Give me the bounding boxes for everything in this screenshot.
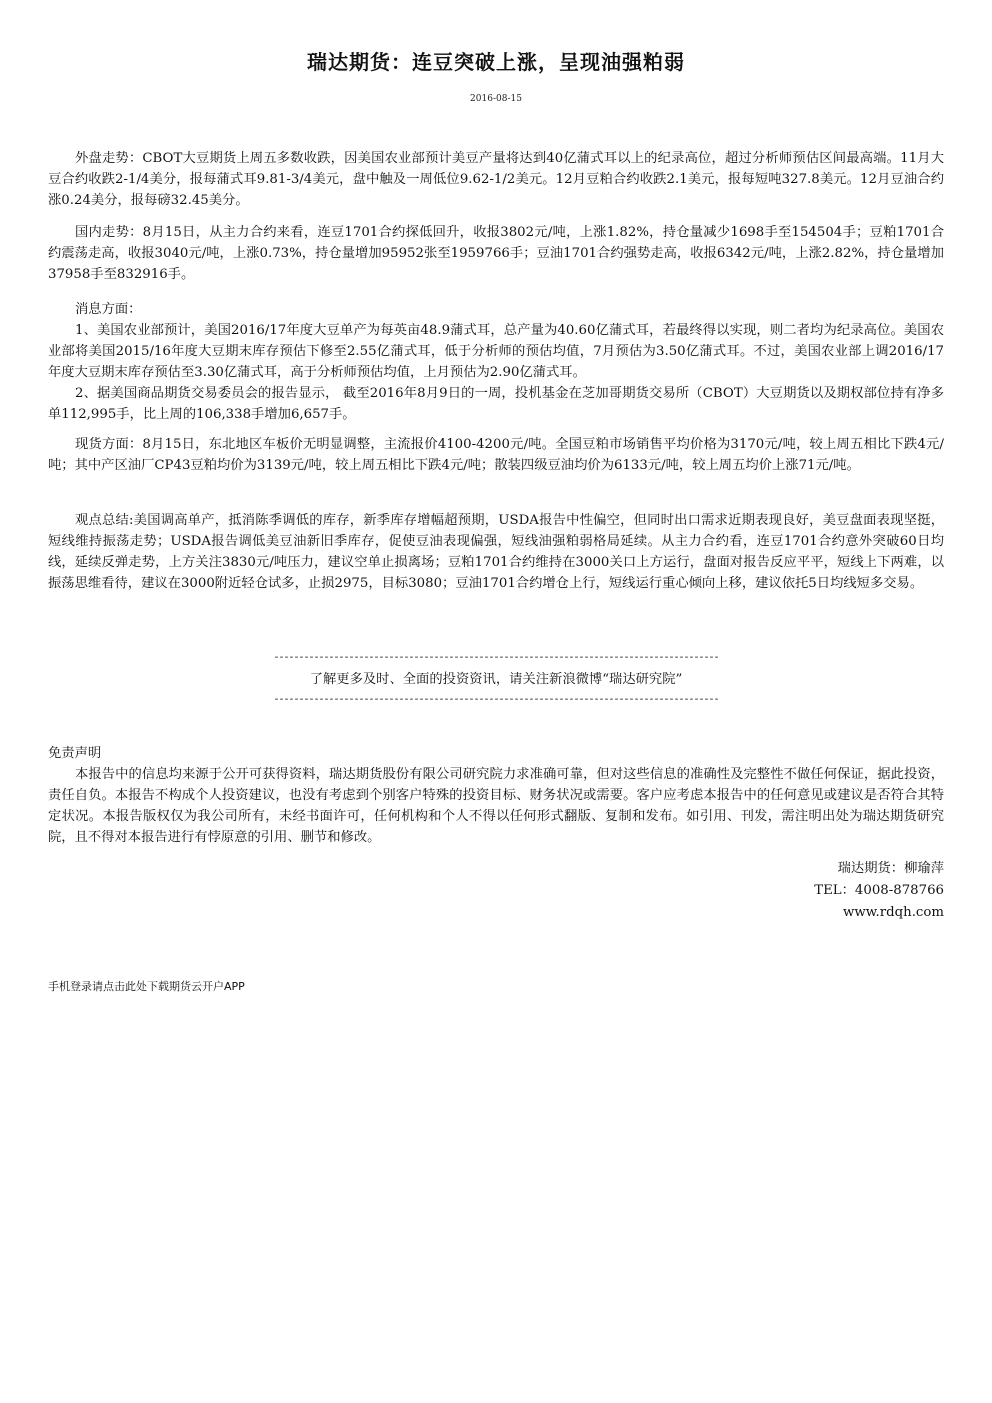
- contact-author: 瑞达期货：柳瑜萍: [837, 861, 944, 876]
- news-item-1: 1、美国农业部预计，美国2016/17年度大豆单产为每英亩48.9蒲式耳，总产量为40.60亿蒲式耳，若最终得以实现，则二者均为纪录高位。美国农业部将美国2015/16年度大豆期末库存预估下修至2.55亿蒲式耳，低于分析师的预估均值，7月预估为3.50亿蒲式耳。不过，美国农业部上调2016/17年度大豆期末库存预估至3.30亿蒲式耳，高于分析师预估均值，上月预估为2.90亿蒲式耳。: [48, 323, 944, 380]
- report-date: 2016-08-15: [470, 94, 522, 104]
- divider-bottom: -----------------------------------------------------------------------------------------: [273, 695, 719, 706]
- disclaimer-paragraph: 本报告中的信息均来源于公开可获得资料，瑞达期货股份有限公司研究院力求准确可靠，但对这些信息的准确性及完整性不做任何保证，据此投资，责任自负。本报告不构成个人投资建议，也没有考虑到个别客户特殊的投资目标、财务状况或需要。客户应考虑本报告中的任何意见或建议是否符合其特定状况。本报告版权仅为我公司所有，未经书面许可，任何机构和个人不得以任何形式翻版、复制和发布。如引用、刊发，需注明出处为瑞达期货研究院，且不得对本报告进行有悖原意的引用、删节和修改。: [48, 767, 944, 845]
- domestic-market-section: [48, 222, 944, 285]
- news-section: [48, 299, 944, 425]
- viewpoint-section: [48, 510, 944, 594]
- disclaimer-section: [48, 764, 944, 848]
- domestic-market-paragraph: 国内走势：8月15日，从主力合约来看，连豆1701合约探低回升，收报3802元/吨，上涨1.82%，持仓量减少1698手至154504手；豆粕1701合约震荡走高，收报3040元/吨，上涨0.73%，持仓量增加95952张至1959766手；豆油1701合约强势走高，收报6342元/吨，上涨2.82%，持仓量增加37958手至832916手。: [48, 225, 944, 282]
- viewpoint-paragraph: 观点总结:美国调高单产，抵消陈季调低的库存，新季库存增幅超预期，USDA报告中性偏空，但同时出口需求近期表现良好，美豆盘面表现坚挺，短线维持振荡走势；USDA报告调低美豆油新旧季库存，促使豆油表现偏强，短线油强粕弱格局延续。从主力合约看，连豆1701合约意外突破60日均线，延续反弹走势，上方关注3830元/吨压力，建议空单止损离场；豆粕1701合约维持在3000关口上方运行，盘面对报告反应平平，短线上下两难，以振荡思维看待，建议在3000附近轻仓试多，止损2975，目标3080；豆油1701合约增仓上行，短线运行重心倾向上移，建议依托5日均线短多交易。: [48, 513, 944, 591]
- outer-market-section: [48, 148, 944, 211]
- app-download-link[interactable]: 手机登录请点击此处下载期货云开户APP: [48, 980, 245, 993]
- contact-website[interactable]: www.rdqh.com: [842, 905, 944, 920]
- contact-block: [814, 858, 944, 924]
- news-heading: 消息方面：: [75, 302, 142, 317]
- weibo-notice: [0, 648, 992, 711]
- weibo-notice-text: 了解更多及时、全面的投资资讯，请关注新浪微博“瑞达研究院”: [309, 672, 683, 687]
- spot-market-section: [48, 434, 944, 476]
- page-title: 瑞达期货：连豆突破上涨，呈现油强粕弱: [307, 50, 685, 74]
- outer-market-paragraph: 外盘走势：CBOT大豆期货上周五多数收跌，因美国农业部预计美豆产量将达到40亿蒲式耳以上的纪录高位，超过分析师预估区间最高端。11月大豆合约收跌2-1/4美分，报每蒲式耳9.81-3/4美元，盘中触及一周低位9.62-1/2美元。12月豆粕合约收跌2.1美元，报每短吨327.8美元。12月豆油合约涨0.24美分，报每磅32.45美分。: [48, 151, 944, 208]
- contact-tel: TEL：4008-878766: [814, 883, 944, 898]
- disclaimer-heading: 免责声明: [48, 746, 102, 761]
- divider-top: -----------------------------------------------------------------------------------------: [273, 653, 719, 664]
- spot-market-paragraph: 现货方面：8月15日，东北地区车板价无明显调整，主流报价4100-4200元/吨。全国豆粕市场销售平均价格为3170元/吨，较上周五相比下跌4元/吨；其中产区油厂CP43豆粕均价为3139元/吨，较上周五相比下跌4元/吨；散装四级豆油均价为6133元/吨，较上周五均价上涨71元/吨。: [48, 437, 944, 473]
- news-item-2: 2、据美国商品期货交易委员会的报告显示， 截至2016年8月9日的一周，投机基金在芝加哥期货交易所（CBOT）大豆期货以及期权部位持有净多单112,995手，比上周的106,338手增加6,657手。: [48, 386, 945, 422]
